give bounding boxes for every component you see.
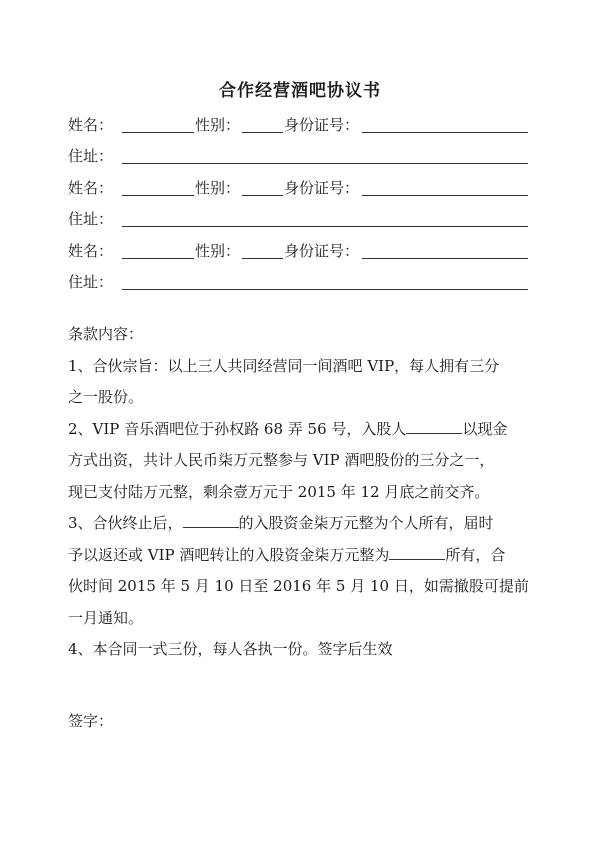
- document-title: 合作经营酒吧协议书: [219, 81, 381, 101]
- partner-2-info-row: [68, 177, 530, 199]
- gender-field[interactable]: [242, 132, 283, 133]
- clause-3-text-c: 予以返还或 VIP 酒吧转让的入股资金柒万元整为: [68, 545, 390, 564]
- clause-3-line-3: 伙时间 2015 年 5 月 10 日至 2016 年 5 月 10 日，如需撤股可提前: [68, 577, 529, 595]
- id-label: 身份证号：: [284, 116, 360, 134]
- gender-label: 性别：: [195, 116, 241, 134]
- partner-1-info-row: [68, 114, 530, 136]
- clause-3-text-a: 3、合伙终止后，: [68, 514, 183, 532]
- owner-blank-field-2[interactable]: [389, 544, 445, 560]
- address-field[interactable]: [122, 163, 528, 164]
- clause-2-line-1: [68, 414, 538, 446]
- address-label: 住址：: [68, 273, 114, 291]
- investor-blank-field[interactable]: [406, 418, 462, 434]
- clause-4: 4、本合同一式三份，每人各执一份。签字后生效: [68, 640, 393, 658]
- gender-label: 性别：: [195, 242, 241, 260]
- clause-1-line-2: 之一股份。: [68, 388, 144, 406]
- clause-3-text-b: 的入股资金柒万元整为个人所有，届时: [238, 514, 494, 532]
- partner-2-address-row: [68, 208, 530, 230]
- terms-heading: 条款内容：: [68, 325, 144, 343]
- owner-blank-field-1[interactable]: [183, 512, 239, 528]
- terms-section: [68, 319, 538, 666]
- clause-2-text-a: 2、VIP 音乐酒吧位于孙权路 68 弄 56 号，入股人: [68, 419, 407, 438]
- clause-2-line-2: 方式出资，共计人民币柒万元整参与 VIP 酒吧股份的三分之一，: [68, 451, 495, 469]
- name-label: 姓名：: [68, 116, 114, 134]
- gender-label: 性别：: [195, 179, 241, 197]
- partner-3-address-row: [68, 271, 530, 293]
- gender-field[interactable]: [242, 195, 283, 196]
- clause-3-text-d: 所有，合: [445, 545, 506, 564]
- name-field[interactable]: [122, 132, 194, 133]
- address-field[interactable]: [122, 226, 528, 227]
- signature-label: 签字：: [68, 712, 114, 730]
- name-label: 姓名：: [68, 242, 114, 260]
- id-label: 身份证号：: [284, 179, 360, 197]
- name-label: 姓名：: [68, 179, 114, 197]
- id-number-field[interactable]: [362, 132, 528, 133]
- clause-1-line-1: 1、合伙宗旨：以上三人共同经营同一间酒吧 VIP，每人拥有三分: [68, 356, 500, 375]
- address-label: 住址：: [68, 147, 114, 165]
- address-field[interactable]: [122, 289, 528, 290]
- clause-2-text-b: 以现金: [462, 419, 508, 438]
- gender-field[interactable]: [242, 258, 283, 259]
- partner-1-address-row: [68, 145, 530, 167]
- id-label: 身份证号：: [284, 242, 360, 260]
- clause-2-line-3: 现已支付陆万元整，剩余壹万元于 2015 年 12 月底之前交齐。: [68, 482, 490, 501]
- clause-3-line-2: [68, 540, 538, 572]
- partner-3-info-row: [68, 240, 530, 262]
- name-field[interactable]: [122, 258, 194, 259]
- id-number-field[interactable]: [362, 258, 528, 259]
- id-number-field[interactable]: [362, 195, 528, 196]
- clause-3-line-1: [68, 508, 538, 540]
- name-field[interactable]: [122, 195, 194, 196]
- address-label: 住址：: [68, 210, 114, 228]
- clause-3-line-4: 一月通知。: [68, 608, 144, 627]
